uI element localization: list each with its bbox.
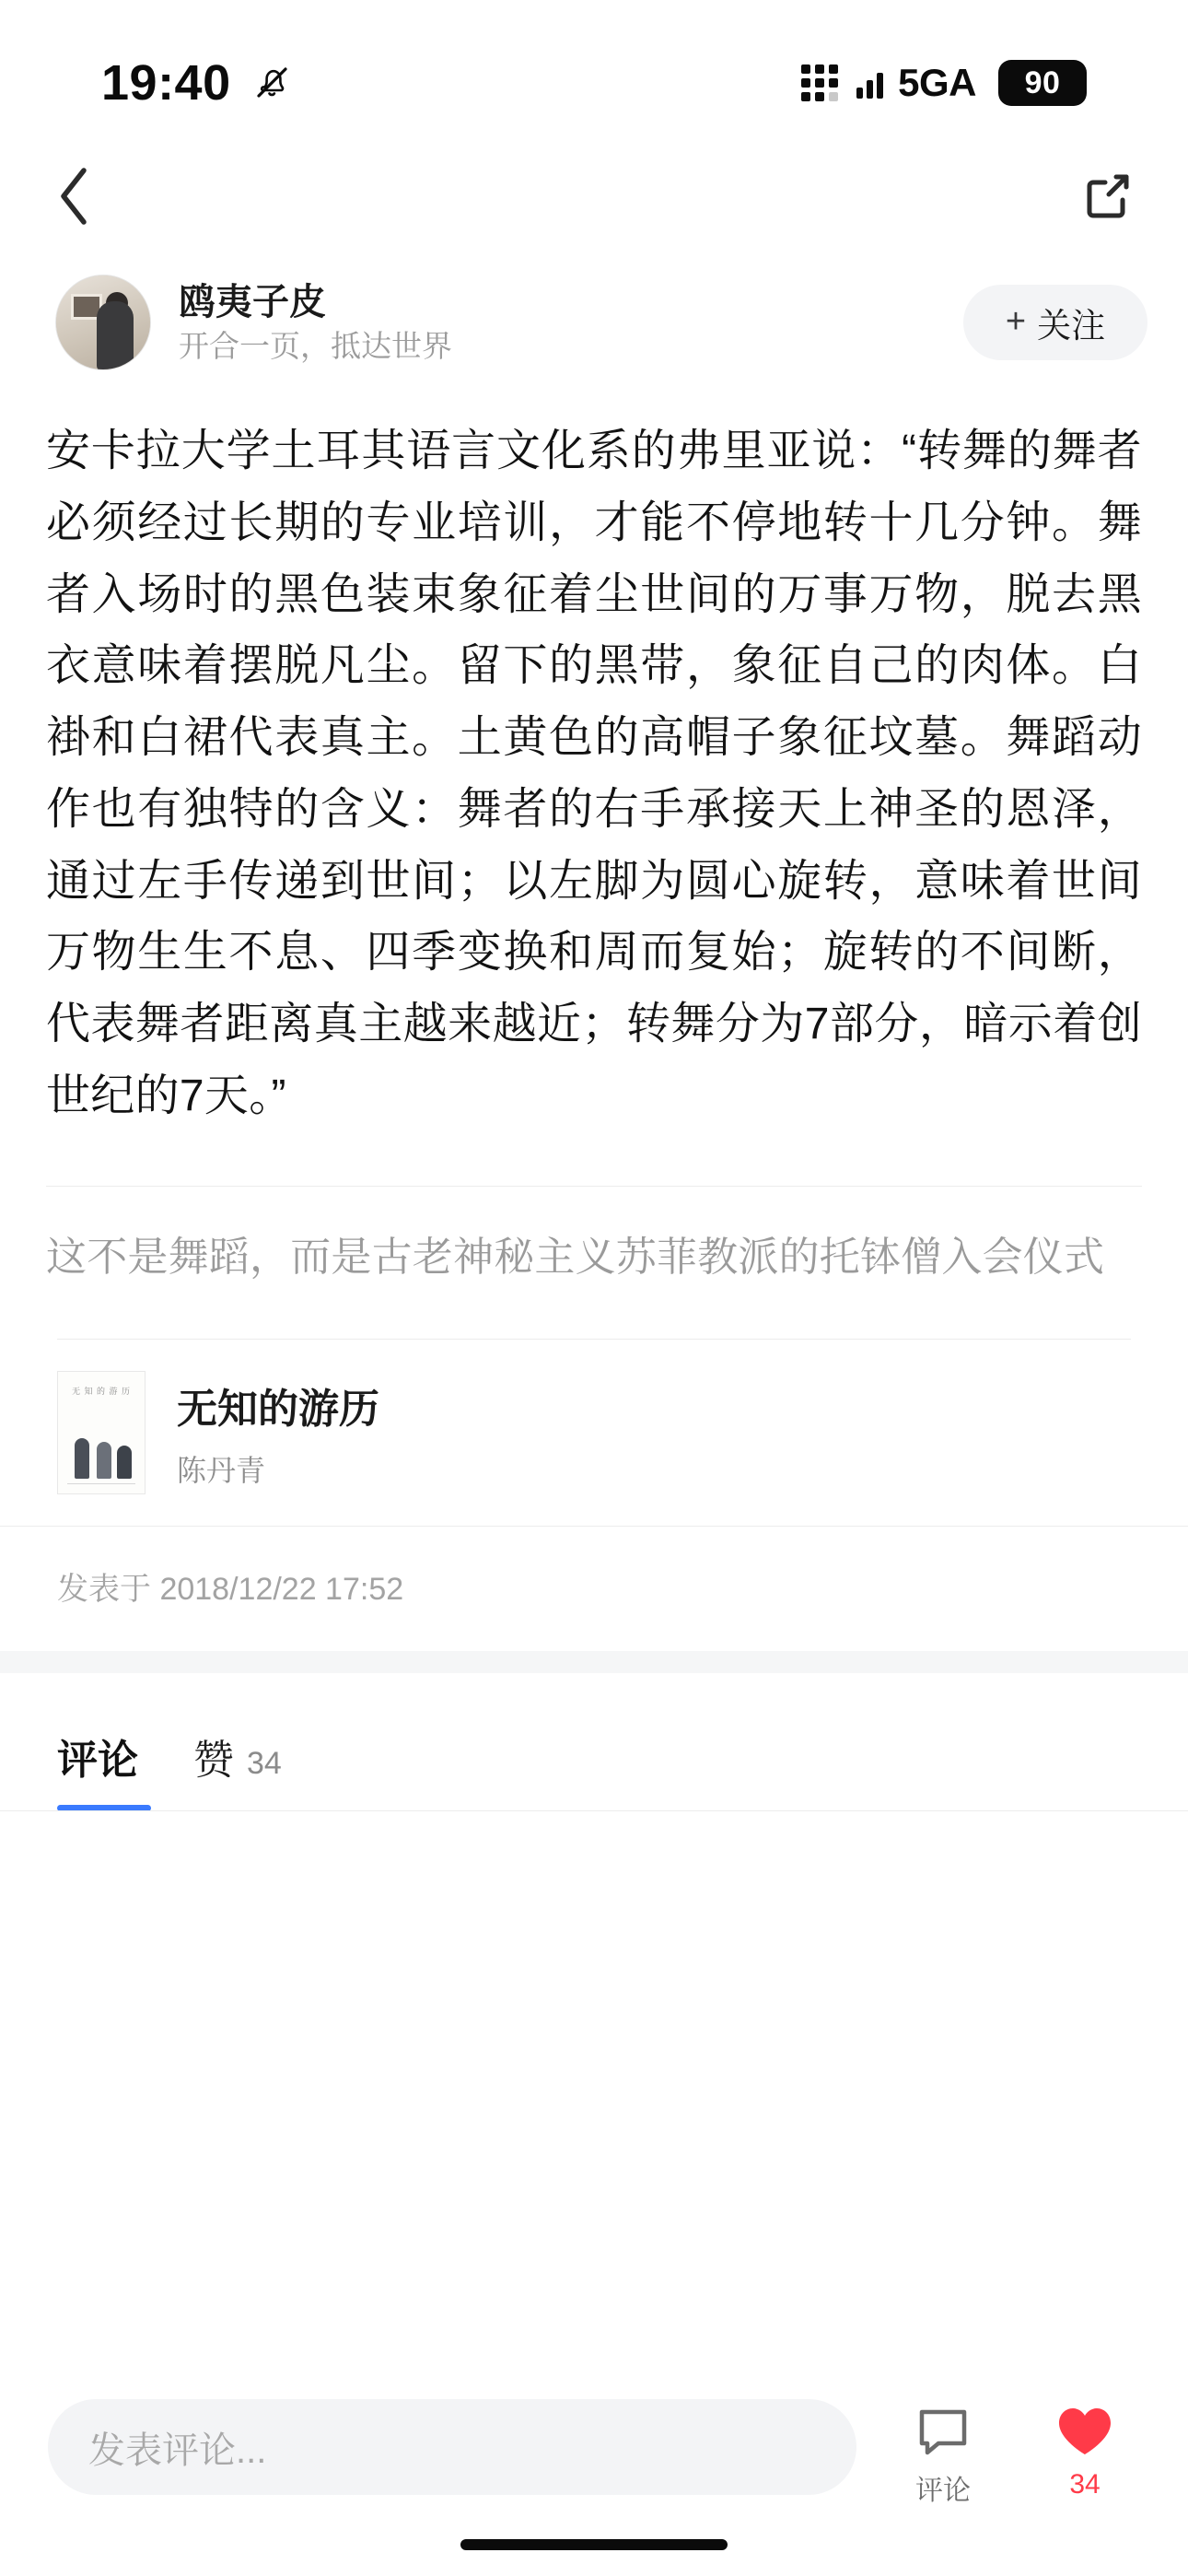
tab-likes[interactable] <box>193 1727 282 1811</box>
publish-time: 发表于 2018/12/22 17:52 <box>57 1572 404 1608</box>
status-bar-left <box>101 54 292 111</box>
comment-bubble-icon <box>914 2405 972 2458</box>
section-gap <box>0 1651 1188 1673</box>
avatar[interactable] <box>55 275 151 370</box>
status-time: 19:40 <box>101 55 231 111</box>
signal-dots-icon <box>801 64 838 101</box>
book-card[interactable] <box>0 1340 1188 1526</box>
article-quote: 这不是舞蹈，而是古老神秘主义苏菲教派的托钵僧入会仪式 <box>46 1234 1105 1280</box>
follow-button[interactable] <box>963 285 1147 360</box>
author-meta <box>179 282 452 363</box>
book-author: 陈丹青 <box>177 1454 266 1488</box>
comment-action-label: 评论 <box>915 2476 971 2506</box>
author-row[interactable] <box>0 253 1188 382</box>
author-name: 鸥夷子皮 <box>179 281 326 322</box>
author-description: 开合一页，抵达世界 <box>179 328 452 363</box>
tab-bar <box>0 1673 1188 1811</box>
plus-icon: + <box>1005 301 1027 341</box>
nav-bar <box>0 138 1188 253</box>
comment-action[interactable] <box>888 2399 998 2508</box>
tab-likes-count: 34 <box>247 1746 282 1782</box>
book-info <box>177 1376 379 1490</box>
status-bar <box>0 0 1188 138</box>
like-count: 34 <box>1069 2469 1101 2500</box>
comment-input-placeholder: 发表评论... <box>88 2430 267 2471</box>
battery-indicator: 90 <box>998 60 1087 106</box>
article-body <box>0 382 1188 1142</box>
book-title: 无知的游历 <box>177 1387 379 1433</box>
network-label: 5GA <box>898 61 976 104</box>
chevron-left-icon <box>54 163 97 229</box>
status-bar-right <box>801 60 1087 106</box>
tab-comments-label: 评论 <box>57 1738 138 1784</box>
share-button[interactable] <box>1070 159 1144 233</box>
tab-bar-underline <box>0 1810 1188 1811</box>
share-out-icon <box>1078 168 1136 225</box>
like-action[interactable] <box>1030 2399 1140 2500</box>
book-cover-image <box>57 1371 146 1494</box>
home-indicator <box>460 2539 728 2550</box>
bell-muted-icon <box>251 63 292 103</box>
signal-bars-icon <box>856 67 883 99</box>
tab-likes-label: 赞 <box>193 1738 234 1784</box>
back-button[interactable] <box>39 159 112 233</box>
follow-button-label: 关注 <box>1037 307 1106 345</box>
book-cover-caption: 无 知 的 游 历 <box>71 1387 131 1397</box>
tab-comments[interactable] <box>57 1727 151 1811</box>
heart-icon <box>1054 2405 1115 2460</box>
article-paragraph: 安卡拉大学土耳其语言文化系的弗里亚说：“转舞的舞者必须经过长期的专业培训，才能不停地转十几分钟。舞者入场时的黑色装束象征着尘世间的万事万物，脱去黑衣意味着摆脱凡尘。留下的黑带，象征自己的肉体。白褂和白裙代表真主。土黄色的高帽子象征坟墓。舞蹈动作也有独特的含义：舞者的右手承接天上神圣的恩泽，通过左手传递到世间；以左脚为圆心旋转，意味着世间万物生生不息、四季变换和周而复始；旋转的不间断，代表舞者距离真主越来越近；转舞分为7部分，暗示着创世纪的7天。” <box>46 427 1142 1120</box>
comment-input[interactable] <box>48 2399 856 2495</box>
